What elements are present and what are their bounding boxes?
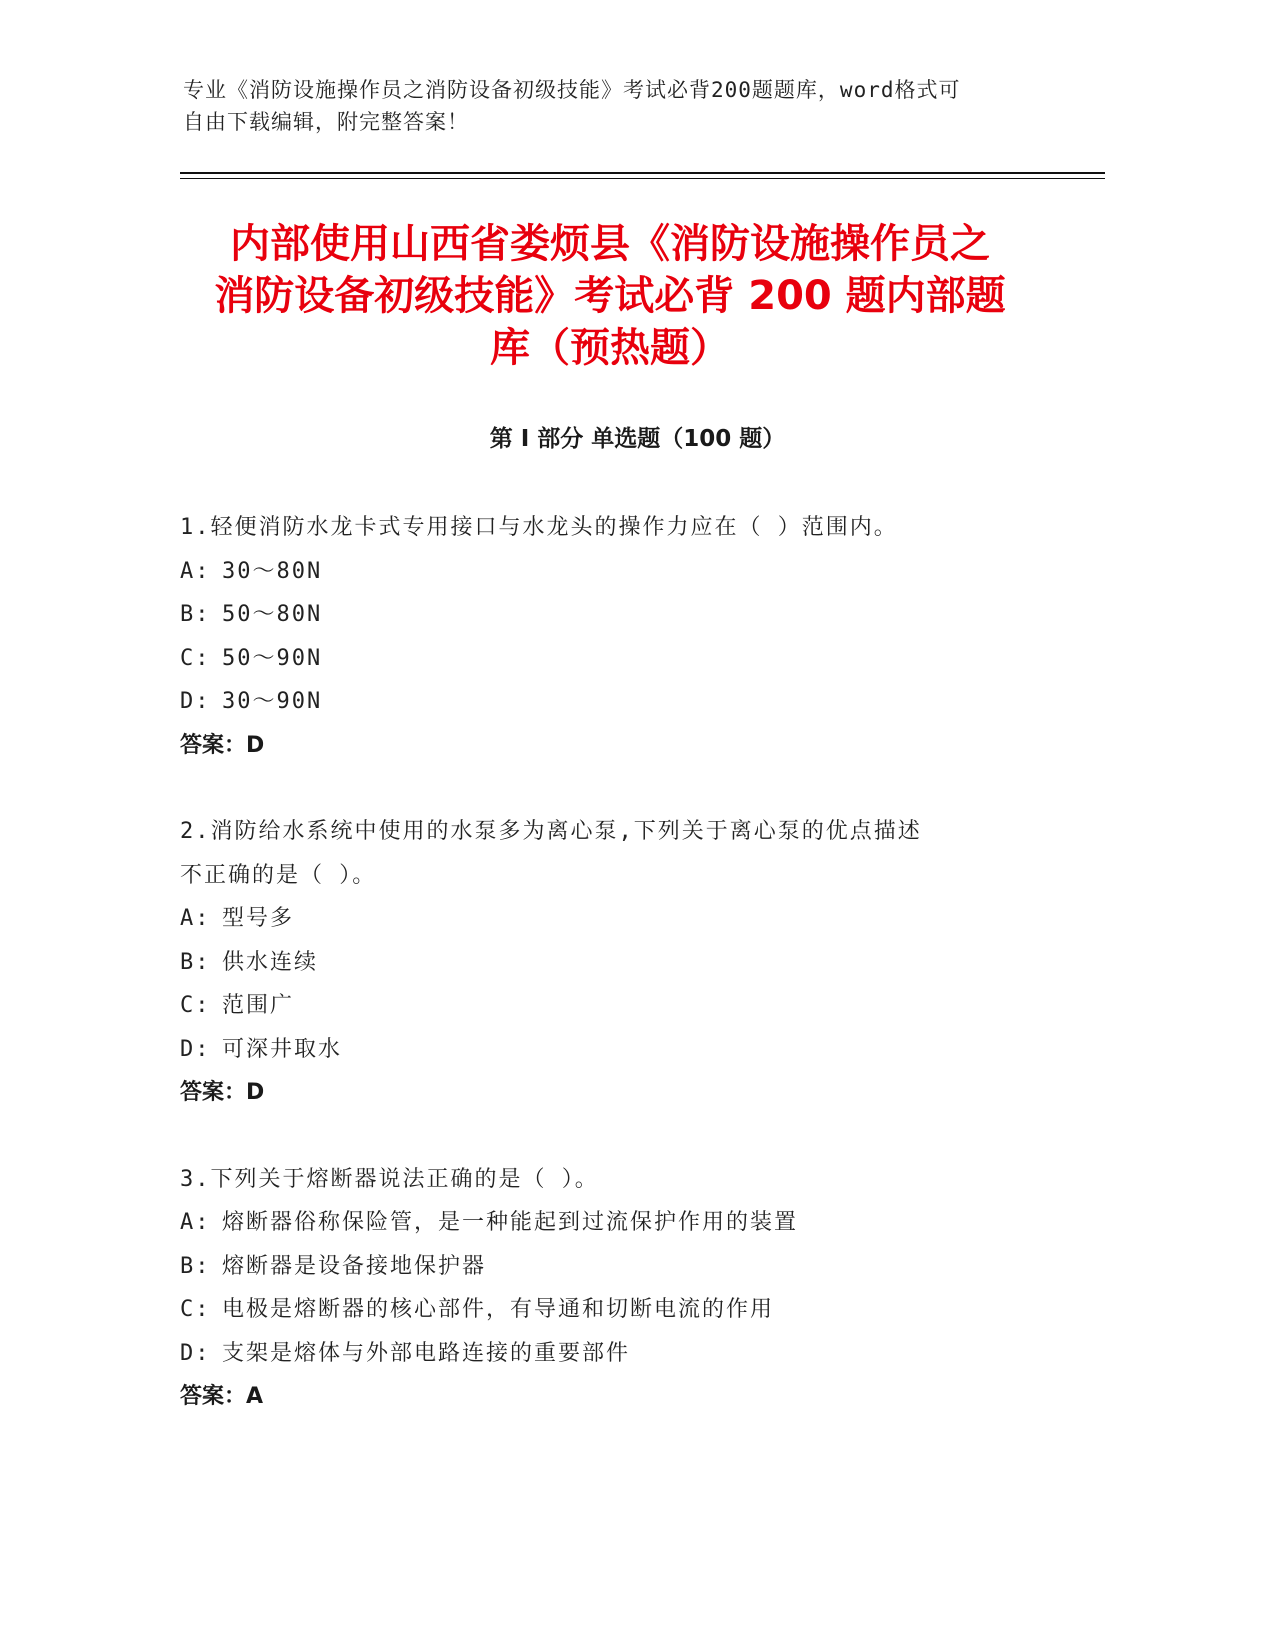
option-row xyxy=(180,593,1040,637)
option-letter: D: xyxy=(180,689,211,714)
option-text: 可深井取水 xyxy=(222,1036,343,1062)
document-title-line: 内部使用山西省娄烦县《消防设施操作员之 xyxy=(230,221,990,267)
header-note xyxy=(183,74,1063,138)
option-text: 范围广 xyxy=(222,993,295,1018)
option-row xyxy=(180,1288,1040,1332)
option-text: 电极是熔断器的核心部件，有导通和切断电流的作用 xyxy=(222,1297,775,1322)
option-row xyxy=(180,941,1040,985)
option-text: 支架是熔体与外部电路连接的重要部件 xyxy=(222,1340,631,1366)
document-title xyxy=(180,218,1040,374)
option-row xyxy=(180,1245,1040,1289)
question-stem: 2.消防给水系统中使用的水泵多为离心泵,下列关于离心泵的优点描述 xyxy=(180,819,922,844)
question-item xyxy=(180,810,1040,1115)
header-note-line: 专业《消防设施操作员之消防设备初级技能》考试必背200题题库，word格式可 xyxy=(183,78,961,102)
option-row xyxy=(180,1201,1040,1245)
header-divider-thick xyxy=(180,172,1105,174)
option-letter: A: xyxy=(180,558,211,584)
option-row xyxy=(180,897,1040,941)
option-text: 熔断器是设备接地保护器 xyxy=(222,1253,487,1279)
option-letter: B: xyxy=(180,602,211,627)
option-letter: B: xyxy=(180,949,211,975)
option-letter: D: xyxy=(180,1036,211,1062)
option-text: 熔断器俗称保险管，是一种能起到过流保护作用的装置 xyxy=(222,1210,799,1235)
question-item xyxy=(180,1158,1040,1419)
question-list xyxy=(180,506,1040,1462)
option-letter: A: xyxy=(180,1210,211,1235)
option-row xyxy=(180,550,1040,594)
option-letter: C: xyxy=(180,1297,211,1322)
option-row xyxy=(180,984,1040,1028)
answer-line: 答案：A xyxy=(180,1384,264,1409)
option-text: 供水连续 xyxy=(222,949,319,975)
option-row xyxy=(180,1028,1040,1072)
option-letter: D: xyxy=(180,1340,211,1366)
option-text: 50～90N xyxy=(222,645,323,671)
section-heading: 第 I 部分 单选题（100 题） xyxy=(489,426,786,452)
header-note-line: 自由下载编辑，附完整答案！ xyxy=(183,110,469,134)
option-text: 30～80N xyxy=(222,558,323,584)
option-text: 30～90N xyxy=(222,689,323,714)
document-title-line: 库（预热题） xyxy=(490,325,730,371)
option-row xyxy=(180,637,1040,681)
option-letter: C: xyxy=(180,645,211,671)
header-divider-thin xyxy=(180,178,1105,179)
option-text: 50～80N xyxy=(222,602,323,627)
option-letter: C: xyxy=(180,993,211,1018)
option-row xyxy=(180,680,1040,724)
document-title-line: 消防设备初级技能》考试必背 200 题内部题 xyxy=(214,273,1006,319)
option-text: 型号多 xyxy=(222,906,295,931)
question-stem-continued: 不正确的是（ ）。 xyxy=(180,862,377,888)
option-row xyxy=(180,1332,1040,1376)
option-letter: B: xyxy=(180,1253,211,1279)
answer-line: 答案：D xyxy=(180,1080,265,1105)
question-stem: 1.轻便消防水龙卡式专用接口与水龙头的操作力应在（ ）范围内。 xyxy=(180,515,898,540)
question-stem: 3.下列关于熔断器说法正确的是（ ）。 xyxy=(180,1166,599,1192)
answer-line: 答案：D xyxy=(180,732,265,758)
option-letter: A: xyxy=(180,906,211,931)
question-item xyxy=(180,506,1040,767)
